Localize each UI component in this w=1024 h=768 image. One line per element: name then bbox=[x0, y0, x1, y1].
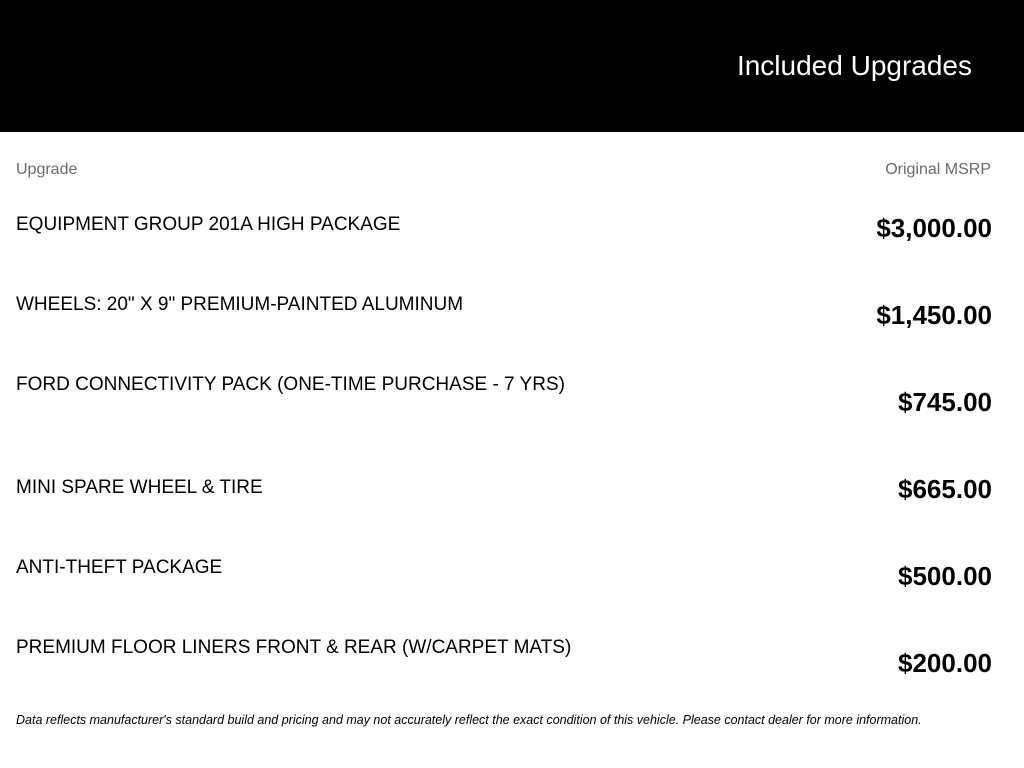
upgrade-price: $200.00 bbox=[898, 648, 992, 678]
upgrade-name: FORD CONNECTIVITY PACK (ONE-TIME PURCHASE - 7 YRS) bbox=[16, 374, 565, 395]
upgrade-name: WHEELS: 20" X 9" PREMIUM-PAINTED ALUMINUM bbox=[16, 294, 464, 315]
header-banner bbox=[0, 0, 1024, 132]
upgrade-name: PREMIUM FLOOR LINERS FRONT & REAR (W/CARPET MATS) bbox=[16, 637, 572, 658]
column-header-msrp: Original MSRP bbox=[885, 161, 991, 178]
column-header-upgrade: Upgrade bbox=[16, 161, 78, 178]
upgrade-price: $665.00 bbox=[898, 474, 992, 504]
disclaimer-text: Data reflects manufacturer's standard build and pricing and may not accurately reflect the exact condition of this vehicle. Please contact dealer for more information. bbox=[16, 713, 922, 727]
upgrade-name: MINI SPARE WHEEL & TIRE bbox=[16, 477, 263, 498]
upgrade-name: EQUIPMENT GROUP 201A HIGH PACKAGE bbox=[16, 214, 401, 235]
upgrade-price: $500.00 bbox=[898, 561, 992, 591]
upgrade-price: $1,450.00 bbox=[876, 300, 992, 330]
upgrade-price: $3,000.00 bbox=[876, 213, 992, 243]
page-title: Included Upgrades bbox=[736, 50, 972, 81]
upgrade-name: ANTI-THEFT PACKAGE bbox=[16, 557, 223, 578]
upgrade-price: $745.00 bbox=[898, 387, 992, 417]
